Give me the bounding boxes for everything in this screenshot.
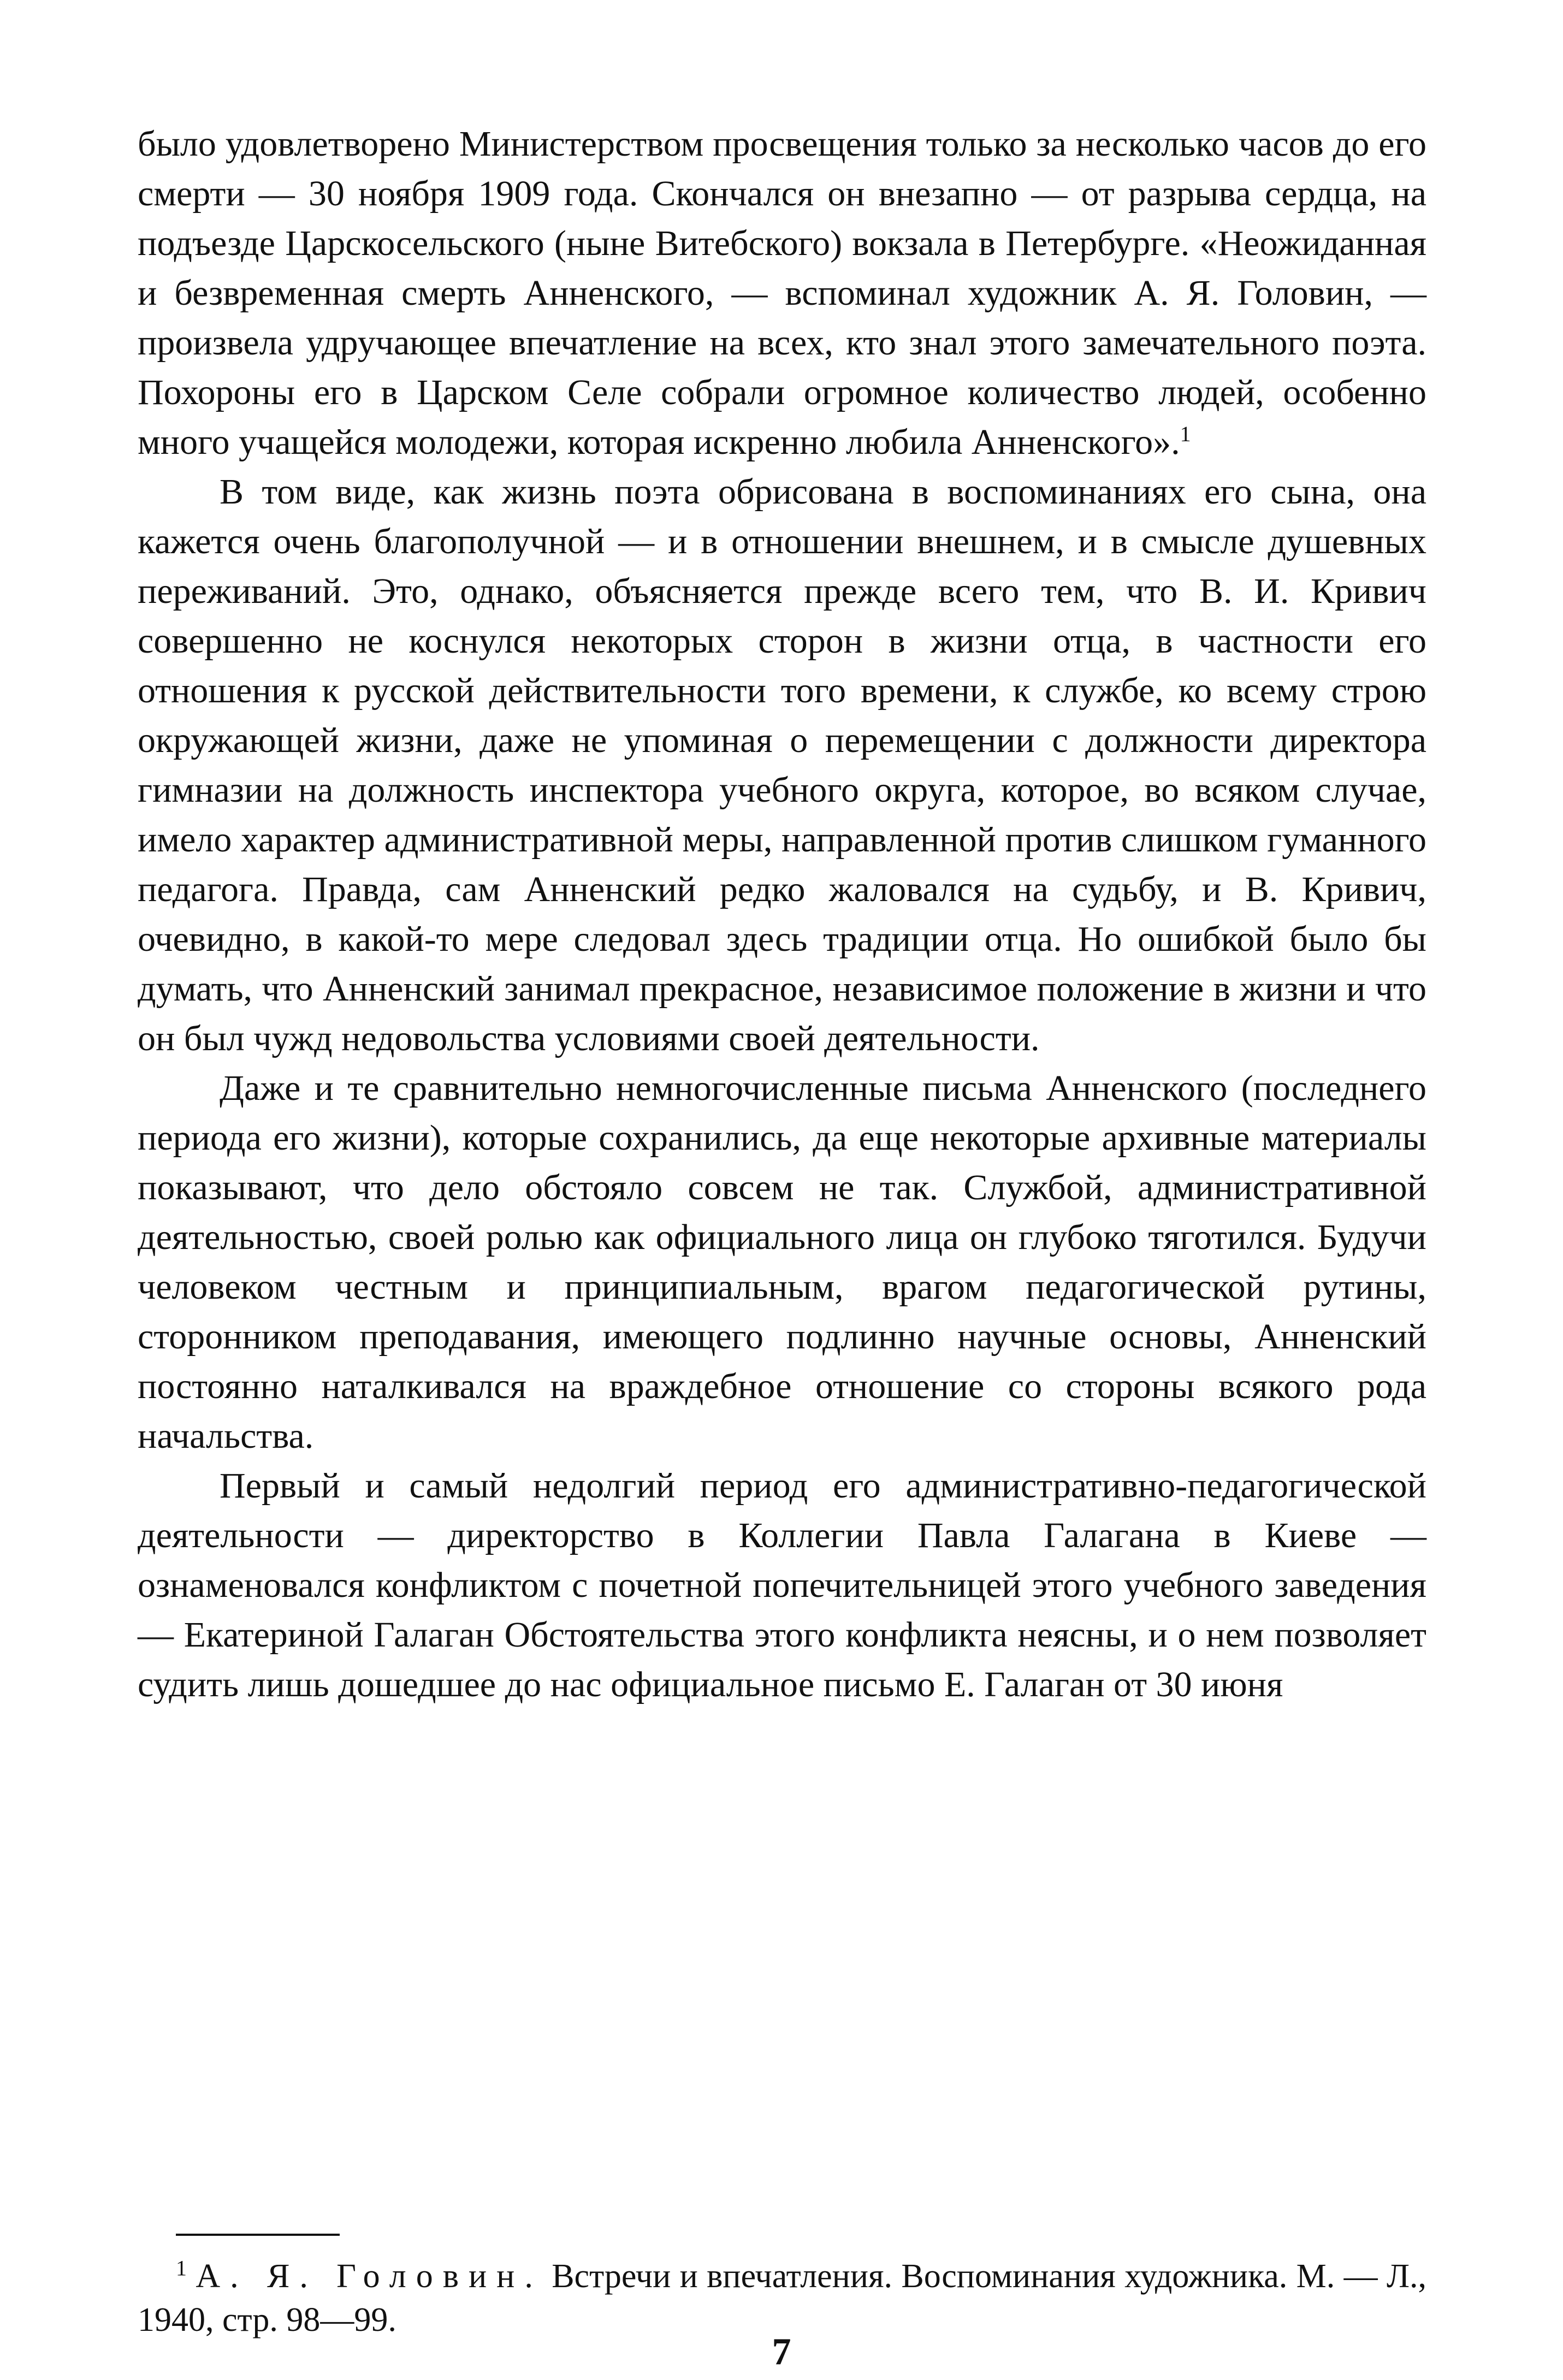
paragraph-1 <box>138 119 1426 467</box>
footnote-divider <box>176 2234 340 2236</box>
paragraph-1-text: было удовлетворено Министерством просвещения только за несколько часов до его смерти — 30 ноября 1909 года. Скончался он внезапно — от разрыва сердца, на подъезде Царскосельского (ныне Витебского) вокзала в Петербурге. «Неожиданная и безвременная смерть Анненского, — вспоминал художник А. Я. Головин, — произвела удручающее впечатление на всех, кто знал этого замечательного поэта. Похороны его в Царском Селе собрали огромное количество людей, особенно много учащейся молодежи, которая искренно любила Анненского». <box>138 124 1426 462</box>
page-number: 7 <box>772 2331 791 2373</box>
footnote <box>138 2254 1426 2342</box>
footnote-marker: 1 <box>176 2255 187 2281</box>
paragraph-2: В том виде, как жизнь поэта обрисована в воспоминаниях его сына, она кажется очень благополучной — и в отношении внешнем, и в смысле душевных переживаний. Это, однако, объясняется прежде всего тем, что В. И. Кривич совершенно не коснулся некоторых сторон в жизни отца, в частности его отношения к русской действительности того времени, к службе, ко всему строю окружающей жизни, даже не упоминая о перемещении с должности директора гимназии на должность инспектора учебного округа, которое, во всяком случае, имело характер административной меры, направленной против слишком гуманного педагога. Правда, сам Анненский редко жаловался на судьбу, и В. Кривич, очевидно, в какой-то мере следовал здесь традиции отца. Но ошибкой было бы думать, что Анненский занимал прекрасное, независимое положение в жизни и что он был чужд недовольства условиями своей деятельности. <box>138 472 1426 1058</box>
footnote-reference: 1 <box>1180 422 1191 446</box>
paragraph-4: Первый и самый недолгий период его административно-педагогической деятельности — директорство в Коллегии Павла Галагана в Киеве — ознаменовался конфликтом с почетной попечительницей этого учебного заведения — Екатериной Галаган Обстоятельства этого конфликта неясны, и о нем позволяет судить лишь дошедшее до нас официальное письмо Е. Галаган от 30 июня <box>138 1466 1426 1704</box>
footnote-text: Встречи и впечатления. Воспоминания художника. М. — Л., 1940, стр. 98—99. <box>138 2258 1427 2338</box>
footnote-author: А. Я. Головин. <box>196 2258 543 2295</box>
paragraph-3: Даже и те сравнительно немногочисленные письма Анненского (последнего периода его жизни), которые сохранились, да еще некоторые архивные материалы показывают, что дело обстояло совсем не так. Службой, административной деятельностью, своей ролью как официального лица он глубоко тяготился. Будучи человеком честным и принципиальным, врагом педагогической рутины, сторонником преподавания, имеющего подлинно научные основы, Анненский постоянно наталкивался на враждебное отношение со стороны всякого рода начальства. <box>138 1068 1426 1456</box>
body-text <box>138 119 1426 1709</box>
